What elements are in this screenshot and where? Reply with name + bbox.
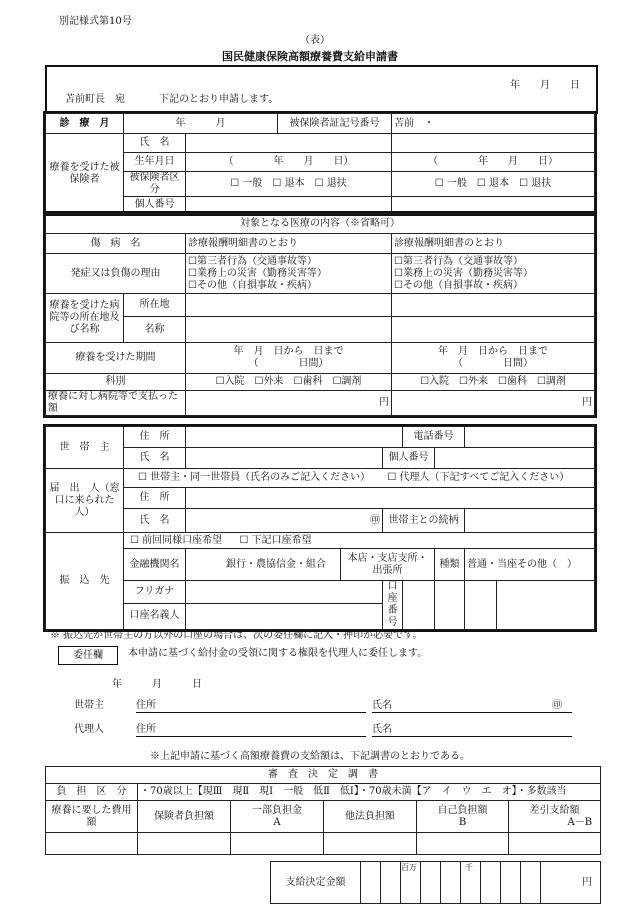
category-label: 被保険者区分 [124, 172, 186, 197]
decision-yen: 円 [541, 862, 601, 904]
injury-label: 傷 病 名 [46, 234, 186, 254]
cert-number-label: 被保険者証記号番号 [278, 114, 392, 134]
dept-label: 科別 [46, 374, 186, 391]
applicant-label: 届 出 人（窓口に来られた人） [46, 469, 124, 533]
diff-label-text: 差引支給額 [529, 804, 580, 816]
cost-label: 療養に要した費用額 [46, 801, 138, 833]
cause-options-1[interactable] [186, 254, 392, 294]
cause-options-2[interactable] [392, 254, 595, 294]
delegation-text: 本申請に基づく給付金の受領に関する権限を代理人に委任します。 [128, 648, 428, 659]
householder-name-label: 氏 名 [124, 448, 186, 469]
relation-field[interactable] [465, 509, 595, 533]
paid-field-2[interactable]: 円 [392, 391, 595, 416]
account-digits-rest[interactable] [497, 581, 595, 630]
insurer-label: 保険者負担額 [138, 801, 231, 833]
bank-field[interactable]: 銀行・農協信金・組合 [186, 549, 341, 581]
phone-field[interactable] [465, 427, 595, 448]
location-field-2[interactable] [392, 294, 595, 317]
option-agent[interactable]: ☐ 代理人（下記すべてご記入ください） [387, 472, 570, 483]
dept-options-2[interactable]: ☐入院 ☐外来 ☐歯科 ☐調剤 [392, 374, 595, 391]
account-digit[interactable] [435, 581, 465, 630]
cause-label: 発症又は負傷の理由 [46, 254, 186, 294]
applicant-options[interactable] [124, 469, 595, 488]
decision-digit[interactable] [461, 862, 481, 904]
insured-group-label: 療養を受けた被保険者 [46, 134, 124, 214]
householder-id-label: 個人番号 [383, 448, 435, 469]
householder-name-line[interactable] [372, 700, 572, 713]
seal-mark: ㊞ [552, 700, 562, 711]
birth-field-1[interactable]: （ 年 月 日） [186, 153, 392, 172]
period-label: 療養を受けた期間 [46, 343, 186, 374]
self-field[interactable] [417, 833, 509, 855]
decision-digit[interactable] [381, 862, 401, 904]
self-label [417, 801, 509, 833]
diff-sub: A－B [567, 816, 593, 828]
decision-digit[interactable] [481, 862, 501, 904]
insurer-field[interactable] [138, 833, 231, 855]
delegation-box-label: 委任欄 [58, 646, 118, 665]
form-number: 別記様式第10号 [59, 16, 132, 27]
medical-section-title: 対象となる医療の内容（※省略可） [46, 214, 595, 234]
diff-label [509, 801, 601, 833]
paid-label: 療養に対し病院等で支払った額 [46, 391, 186, 416]
injury-field-1[interactable]: 診療報酬明細書のとおり [186, 234, 392, 254]
diff-field[interactable] [509, 833, 601, 855]
insured-name-field-2[interactable] [392, 134, 595, 153]
birth-label: 生年月日 [124, 153, 186, 172]
personal-number-field-1[interactable] [186, 197, 392, 214]
form-title: 国民健康保険高額療養費支給申請書 [222, 50, 398, 63]
decision-digit[interactable] [361, 862, 381, 904]
same-account-option[interactable]: ☐ 前回同様口座希望 [130, 534, 223, 546]
householder-id-field[interactable] [435, 448, 595, 469]
category-field-1[interactable]: ☐ 一般 ☐ 退本 ☐ 退扶 [186, 172, 392, 197]
householder-name-field[interactable] [186, 448, 383, 469]
applicant-address-label: 住 所 [124, 488, 186, 509]
period-line: 年 月 日から 日まで [438, 346, 548, 357]
cert-number-field[interactable]: 苫前 ・ [392, 114, 595, 134]
self-sub: B [458, 816, 467, 828]
side-label: （表） [300, 35, 330, 46]
medical-table [45, 213, 595, 416]
review-note: ※上記申請に基づく高額療養費の支給額は、下記調書のとおりである。 [150, 751, 470, 762]
cost-field[interactable] [46, 833, 138, 855]
option-self[interactable]: ☐ 世帯主・同一世帯員（氏名のみご記入ください） [138, 472, 371, 483]
burden-options[interactable]: ・70歳以上【現Ⅲ 現Ⅱ 現Ⅰ 一般 低Ⅱ 低Ⅰ】・70歳未満【ア イ ウ エ オ】・多数該当 [138, 784, 601, 801]
applicant-address-field[interactable] [186, 488, 595, 509]
category-field-2[interactable]: ☐ 一般 ☐ 退本 ☐ 退扶 [392, 172, 595, 197]
household-table [45, 426, 595, 630]
decision-label: 支給決定金額 [271, 862, 361, 904]
million-label: 百万 [401, 863, 417, 872]
householder-address-line[interactable] [136, 700, 366, 713]
burden-label: 負 担 区 分 [46, 784, 138, 801]
holder-label: 口座名義人 [124, 603, 186, 629]
partial-sub: A [273, 816, 281, 828]
application-statement: 下記のとおり申請します。 [159, 94, 279, 105]
applicant-name-label: 氏 名 [124, 509, 186, 533]
decision-digit[interactable] [401, 862, 421, 904]
delegation-householder-label: 世帯主 [74, 700, 104, 711]
bank-label: 金融機関名 [124, 549, 186, 581]
insured-table [45, 113, 595, 214]
consult-month-field[interactable]: 年 月 [124, 114, 278, 134]
householder-address-field[interactable] [186, 427, 403, 448]
cause-option[interactable]: ☐業務上の災害（勤務災害等） [394, 267, 533, 279]
review-title: 審 査 決 定 調 書 [46, 767, 601, 784]
period-line: （ 日間） [248, 358, 329, 369]
application-date[interactable]: 年 月 日 [510, 80, 580, 91]
kind-label: 種類 [435, 549, 465, 581]
personal-number-label: 個人番号 [124, 197, 186, 214]
consult-month-label: 診 療 月 [46, 114, 124, 134]
location-field-1[interactable] [186, 294, 392, 317]
cause-option[interactable]: ☐業務上の災害（勤務災害等） [188, 267, 327, 279]
thousand-label: 千 [465, 863, 473, 872]
kind-options[interactable]: 普通・当座その他（ ） [465, 549, 595, 581]
self-label-text: 自己負担額 [437, 804, 488, 816]
furigana-field[interactable] [186, 581, 383, 604]
delegation-note: ※ 振込先が世帯主の方以外の口座の場合は、次の委任欄に記入・押印が必要です。 [50, 630, 423, 641]
insured-name-field-1[interactable] [186, 134, 392, 153]
decision-digit[interactable] [421, 862, 441, 904]
location-label: 所在地 [124, 294, 186, 317]
addressee: 苫前町長 宛 [65, 94, 125, 105]
decision-table [270, 861, 601, 904]
decision-digit[interactable] [521, 862, 541, 904]
cause-option[interactable]: ☐第三者行為（交通事故等） [188, 255, 317, 267]
period-field-2[interactable] [392, 343, 595, 374]
cause-option[interactable]: ☐その他（自損事故・疾病） [188, 279, 317, 291]
address-label: 住所 [136, 700, 156, 711]
hospital-name-field-1[interactable] [186, 317, 392, 343]
injury-field-2[interactable]: 診療報酬明細書のとおり [392, 234, 595, 254]
review-table [45, 766, 601, 855]
name-label: 氏名 [372, 724, 392, 735]
cause-option[interactable]: ☐その他（自損事故・疾病） [394, 279, 523, 291]
address-label: 住所 [136, 724, 156, 735]
partial-label-text: 一部負担金 [252, 804, 302, 816]
cause-option[interactable]: ☐第三者行為（交通事故等） [394, 255, 523, 267]
dept-options-1[interactable]: ☐入院 ☐外来 ☐歯科 ☐調剤 [186, 374, 392, 391]
applicant-name-field[interactable] [186, 509, 383, 533]
agent-address-line[interactable] [136, 724, 366, 737]
householder-label: 世 帯 主 [46, 427, 124, 469]
other-law-field[interactable] [324, 833, 417, 855]
hospital-name-field-2[interactable] [392, 317, 595, 343]
holder-field[interactable] [186, 603, 383, 629]
application-box [45, 65, 598, 114]
decision-digit[interactable] [441, 862, 461, 904]
period-line: 年 月 日から 日まで [233, 346, 344, 357]
delegation-date[interactable]: 年 月 日 [112, 679, 202, 690]
period-field-1[interactable] [186, 343, 392, 374]
account-digit[interactable] [403, 581, 435, 630]
phone-label: 電話番号 [403, 427, 465, 448]
agent-name-line[interactable] [372, 724, 572, 737]
hospital-label: 療養を受けた病院等の所在地及び名称 [46, 294, 124, 343]
name-label: 氏名 [372, 700, 392, 711]
householder-address-label: 住 所 [124, 427, 186, 448]
period-line: （ 日間） [453, 358, 533, 369]
paid-field-1[interactable]: 円 [186, 391, 392, 416]
branch-field[interactable]: 本店・支店支所・出張所 [341, 549, 435, 581]
partial-field[interactable] [231, 833, 324, 855]
account-digit[interactable] [465, 581, 497, 630]
account-number-label: 口座番号 [383, 581, 403, 630]
hospital-name-label: 名称 [124, 317, 186, 343]
other-law-label: 他法負担額 [324, 801, 417, 833]
partial-label [231, 801, 324, 833]
decision-digit[interactable] [501, 862, 521, 904]
insured-name-label: 氏 名 [124, 134, 186, 153]
transfer-label: 振 込 先 [46, 533, 124, 630]
seal-mark: ㊞ [370, 514, 380, 526]
delegation-agent-label: 代理人 [74, 724, 104, 735]
personal-number-field-2[interactable] [392, 197, 595, 214]
relation-label: 世帯主との続柄 [383, 509, 465, 533]
birth-field-2[interactable]: （ 年 月 日） [392, 153, 595, 172]
below-account-option[interactable]: ☐ 下記口座希望 [239, 534, 312, 546]
furigana-label: フリガナ [124, 581, 186, 604]
transfer-choice[interactable] [124, 533, 595, 549]
